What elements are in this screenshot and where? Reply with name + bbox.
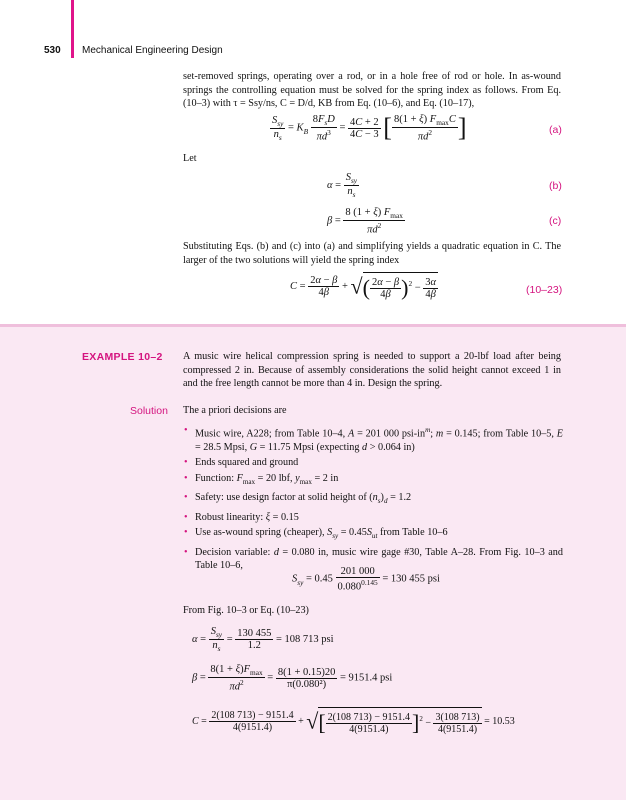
ssy-exponent: 0.145 [361,578,378,587]
list-item: • Function: $F_{max} = 20$ lbf, $y_{max} = 2$ in [183,472,563,490]
alpha-numerator: 130 455 [237,628,272,640]
c-equation: C = $\frac{2(108 713) - 9151.4}{4(9151.4)}$ + √[ $\frac{2(108 713) - 9151.4}{4(9151.4)}$ ]$^2$ − $\frac{3(108 713)}{4(9151.4)}$ = 10.53 [192,708,515,735]
equation-label-a: (a) [549,124,562,136]
example-label: EXAMPLE 10–2 [82,351,163,363]
c-numerator-3: 3(108 713) [435,711,480,723]
ssy-denominator: 0.080 [337,581,362,593]
c-numerator-1: 2(108 713) − 9151.4 [211,710,294,721]
equation-label-c: (c) [549,215,562,227]
alpha-denominator: 1.2 [247,640,261,652]
list-item: • Robust linearity: ξ = 0.15 [183,511,563,525]
decision-list [183,424,563,573]
equation-10-23: C = $\frac{2\alpha - \beta}{4\beta}$ + √( $\frac{2\alpha - \beta}{4\beta}$ )$^2$ − $\frac{3\alpha}{4\beta}$ [290,273,437,300]
equation-label-10-23: (10–23) [526,284,563,296]
alpha-equation: α = $\frac{S_{sy}}{n_s}$ = $\frac{130 455}{1.2}$ = 108 713 psi [192,626,334,654]
beta-denominator: π(0.080²) [287,678,327,690]
apriori-text: The a priori decisions are [183,405,287,416]
ssy-equation: $S_{sy} = 0.45$ $\frac{201 000}{0.080^{0.145}}$ = 130 455 psi [292,566,440,593]
let-text: Let [183,153,197,164]
c-denominator-2: 4(9151.4) [349,723,389,735]
equation-label-b: (b) [549,180,562,192]
page-number: 530 [44,45,61,56]
c-denominator-1: 4(9151.4) [232,722,273,733]
header-rule [71,0,74,58]
equation-c: β = $\frac{8 (1 + \xi) F_{max}}{\pi d^2}$ [327,207,403,236]
c-denominator-3: 4(9151.4) [437,723,478,735]
ssy-numerator: 201 000 [336,566,380,578]
list-item: • Safety: use design factor at solid height of $(n_s)_d = 1.2$ [183,491,563,509]
running-head: Mechanical Engineering Design [82,45,223,56]
beta-numerator: 8(1 + 0.15)20 [277,666,336,678]
list-item: • Decision variable: d = 0.080 in, music wire gage #30, Table A–28. From Fig. 10–3 and Table 10–6, [183,546,563,573]
equation-a: $\frac{S_{sy}}{n_s}$ = $K_B$ $\frac{8F_sD}{\pi d^3}$ = $\frac{4C + 2}{4C - 3}$ [ $\frac{8(1 + \xi) F_{max}C}{\pi d^2}$ ] [272,113,467,143]
beta-result: = 9151.4 psi [340,672,393,684]
c-numerator-2: 2(108 713) − 9151.4 [327,711,410,723]
list-item [183,456,563,470]
list-item: • Use as-wound spring (cheaper), $S_{sy} = 0.45S_{ut}$ from Table 10–6 [183,526,563,544]
substituting-paragraph: Substituting Eqs. (b) and (c) into (a) and simplifying yields a quadratic equation in C. The larger of the two solutions will yield the spring index [183,241,561,266]
ssy-result: = 130 455 psi [382,573,440,585]
equation-b: α = $\frac{S_{sy}}{n_s}$ [327,172,358,200]
list-item: • Music wire, A228; from Table 10–4, A = 201 000 psi-$in^m$; m = 0.145; from Table 10–5, E = 28.5 Mpsi, G = 11.75 Mpsi (expecting d > 0.064 in) [183,424,563,454]
from-fig-text: From Fig. 10–3 or Eq. (10–23) [183,605,309,616]
beta-equation: β = $\frac{8(1 + \xi)F_{max}}{\pi d^2}$ = $\frac{8(1 + 0.15)20}{\text{π(0.080²)}}$ = 9151.4 psi [192,664,393,693]
bullet-text: Ends squared and ground [195,457,299,469]
example-statement: A music wire helical compression spring is needed to support a 20-lbf load after being compressed 2 in. Because of assembly considerations the solid height cannot exceed 1 in and the free length cannot be more than 4 in. Design the spring. [183,351,561,389]
alpha-result: = 108 713 psi [275,634,334,645]
intro-paragraph: set-removed springs, operating over a rod, or in a hole free of rod or hole. In as-wound springs the controlling equation must be solved for the spring index as follows. From Eq. (10–3) with τ = Ssy/ns, C = D/d, KB from Eq. (10–6), and Eq. (10–17), [183,71,561,109]
c-result: = 10.53 [484,715,515,727]
solution-label: Solution [130,405,168,417]
